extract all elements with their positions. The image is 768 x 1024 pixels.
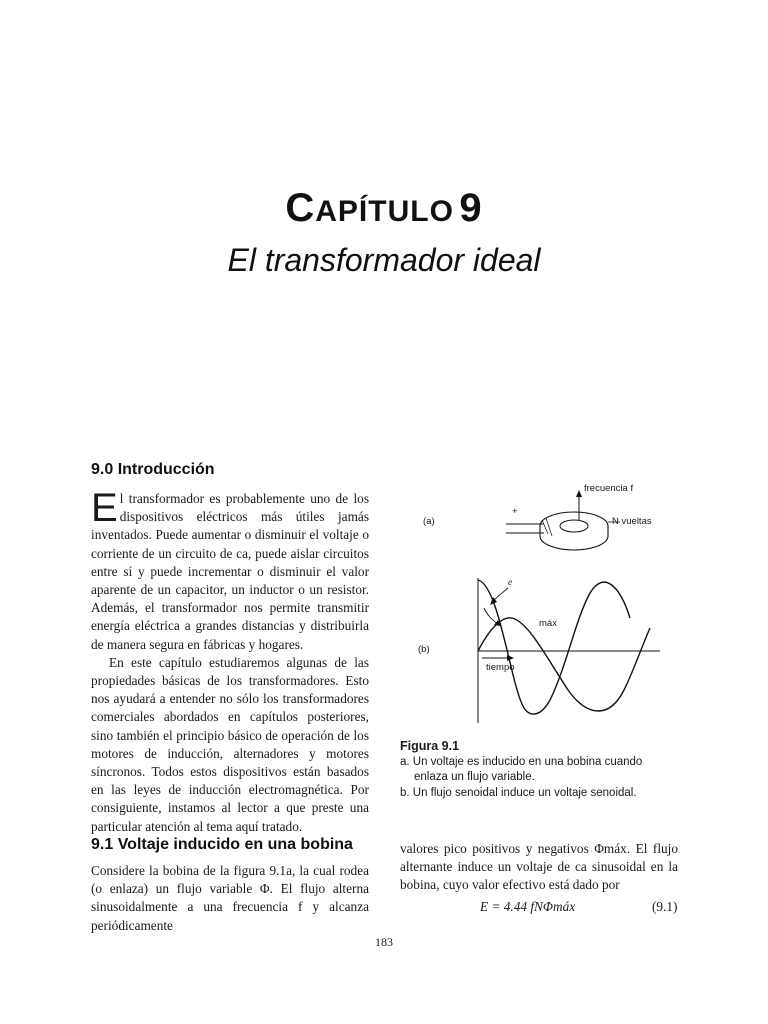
chapter-label-initial: C xyxy=(285,186,316,230)
chapter-number: 9 xyxy=(459,186,483,230)
figure-label-b: (b) xyxy=(418,644,430,655)
section-91-body-right xyxy=(400,840,678,895)
plus-sign: + xyxy=(512,506,518,517)
section-heading-intro: 9.0 Introducción xyxy=(91,461,215,478)
equation-9-1: E = 4.44 fNΦmáx xyxy=(480,899,576,914)
page-number: 183 xyxy=(375,935,393,949)
chapter-subtitle: El transformador ideal xyxy=(227,242,541,278)
equation-number: (9.1) xyxy=(652,899,678,914)
e-label: e xyxy=(508,578,513,588)
figure-label-a: (a) xyxy=(423,516,435,527)
turns-label: N vueltas xyxy=(612,516,652,527)
voltage-wave-e xyxy=(478,580,630,714)
figure-caption xyxy=(400,739,670,801)
figure-caption-title: Figura 9.1 xyxy=(400,739,460,753)
coil-leads xyxy=(506,524,544,533)
figure-caption-b: b. Un flujo senoidal induce un voltaje senoidal. xyxy=(400,786,637,799)
chapter-label-rest: APÍTULO xyxy=(315,195,454,228)
figure-caption-a: a. Un voltaje es inducido en una bobina cuando enlaza un flujo variable. xyxy=(400,755,643,783)
intro-paragraph-1 xyxy=(91,486,369,654)
time-label: tiempo xyxy=(486,662,515,673)
max-label: máx xyxy=(539,618,557,629)
intro-paragraph-1-text: l transformador es probablemente uno de los dispositivos eléctricos más útiles jamás inventados. Puede aumentar o disminuir el voltaje o corriente de un circuito de ca, puede aislar circuitos entre sí y puede incrementar o disminuir el valor aparente de un capacitor, un inductor o un resistor. Además, el transformador nos permite transmitir energía eléctrica a grandes distancias y distribuirla de manera segura en fábricas y hogares. xyxy=(91,491,369,652)
e-label-arrow xyxy=(490,588,508,605)
section-91-body-left xyxy=(91,862,369,935)
dropcap-letter: E xyxy=(91,486,118,530)
intro-body xyxy=(91,486,369,836)
figure-9-1 xyxy=(398,478,678,728)
section-91-paragraph-1: Considere la bobina de la figura 9.1a, la cual rodea (o enlaza) un flujo variable Φ. El flujo alterna sinusoidalmente a una frecuencia f y alcanza periódicamente xyxy=(91,863,369,933)
frequency-label: frecuencia f xyxy=(584,483,634,494)
intro-paragraph-2: En este capítulo estudiaremos algunas de las propiedades básicas de los transformadores. Esto nos ayudará a entender no sólo los transformadores comerciales abordados en capítulos posteriores, sino también el principio básico de operación de los motores de inducción, alternadores y motores síncronos. Todos estos dispositivos están basados en las leyes de inducción electromagnética. Por consiguiente, instamos al lector a que preste una particular atención al tema aquí tratado. xyxy=(91,654,369,834)
chapter-title xyxy=(0,186,768,231)
toroid-core xyxy=(540,512,608,550)
section-heading-91: 9.1 Voltaje inducido en una bobina xyxy=(91,836,353,853)
section-91-paragraph-2: valores pico positivos y negativos Φmáx. El flujo alternante induce un voltaje de ca sinusoidal en la bobina, cuyo valor efectivo está dado por xyxy=(400,841,678,893)
